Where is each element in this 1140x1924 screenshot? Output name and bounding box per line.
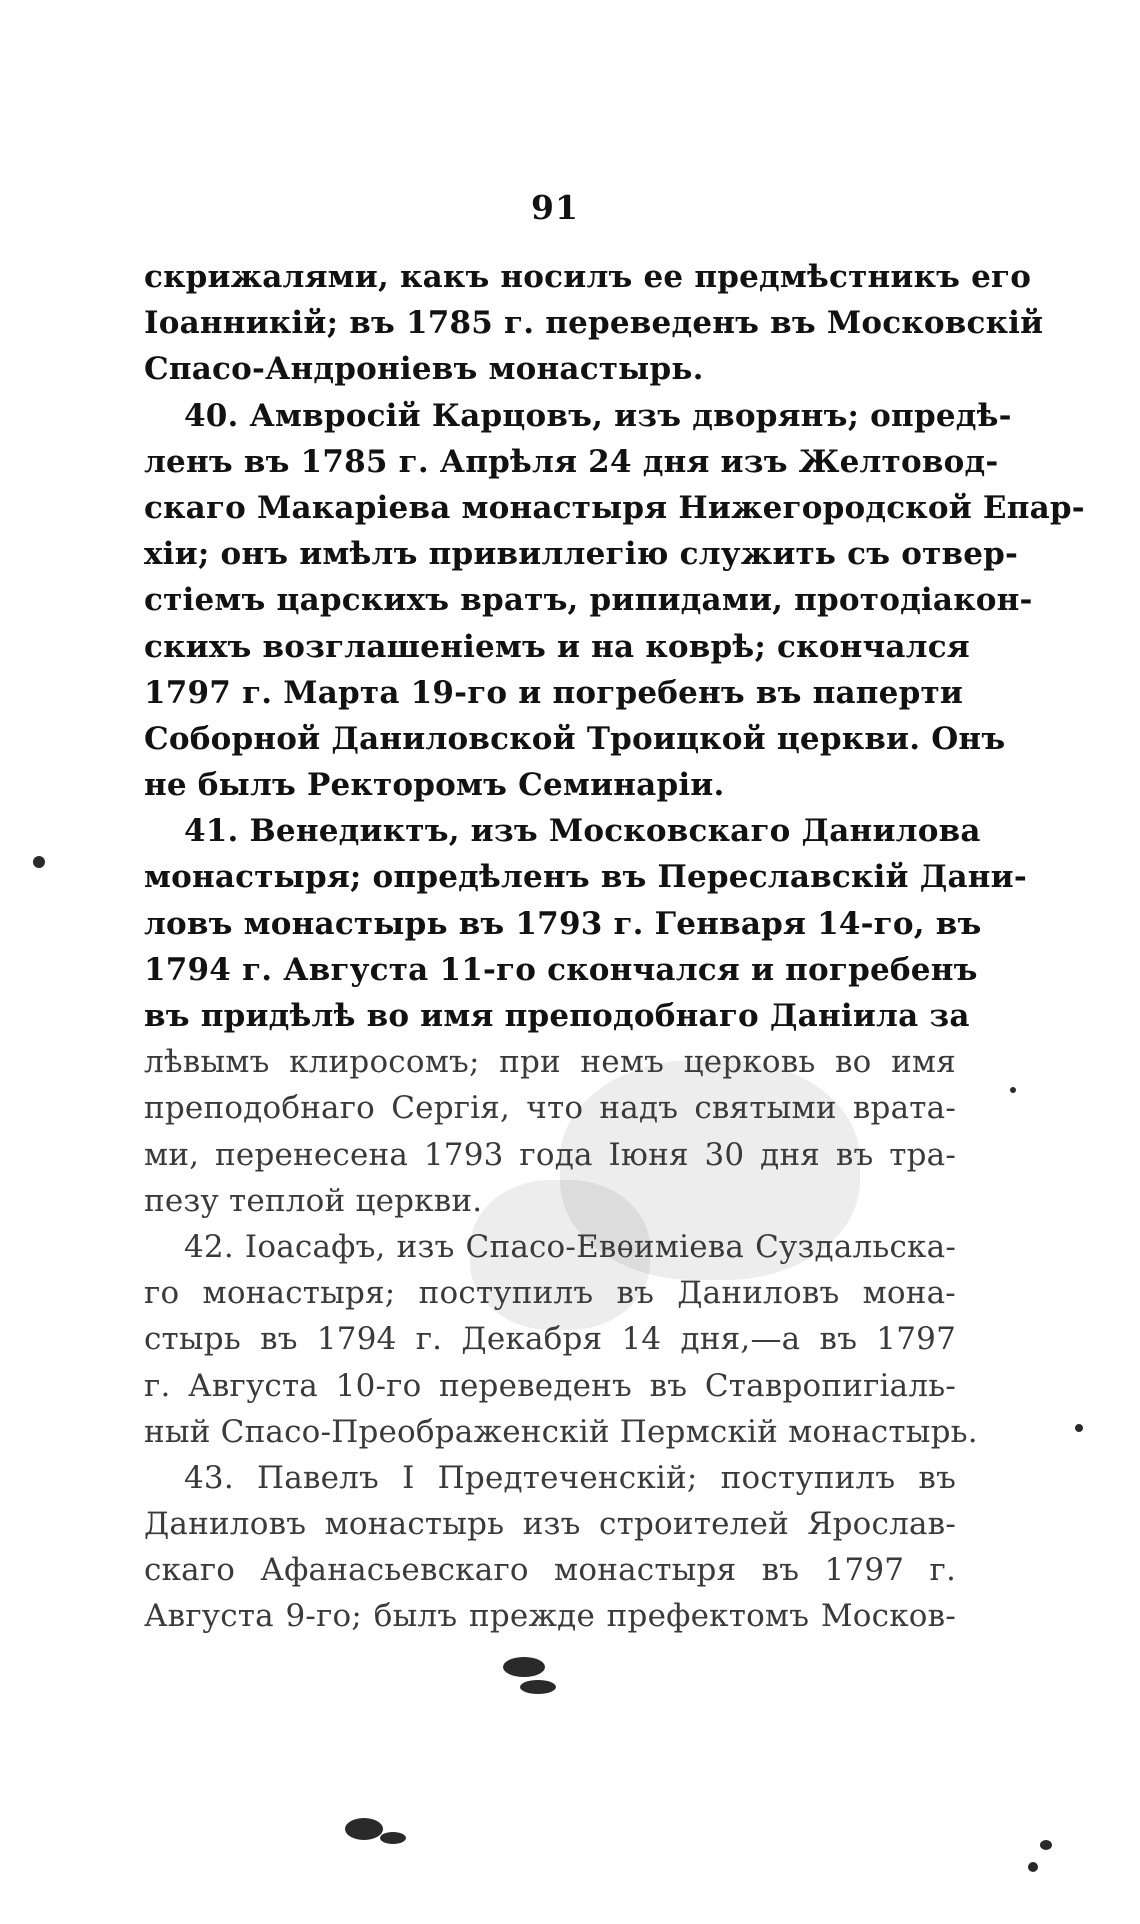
text-line: Іоанникій; въ 1785 г. переведенъ въ Московскій	[144, 305, 1044, 342]
entry-41-heading-line: 41. Венедиктъ, изъ Московскаго Данилова	[184, 813, 981, 850]
text-line: ловъ монастырь въ 1793 г. Генваря 14-го, въ	[144, 905, 982, 942]
text-line: Соборной Даниловской Троицкой церкви. Онъ	[144, 720, 1006, 757]
text-line: скихъ возглашеніемъ и на коврѣ; скончался	[144, 628, 970, 665]
text-line: лѣвымъ клиросомъ; при немъ церковь во имя	[144, 1044, 956, 1081]
ink-blot	[380, 1832, 406, 1844]
entry-43-heading-line: 43. Павелъ I Предтеченскій; поступилъ въ	[184, 1459, 956, 1496]
text-line: ми, перенесена 1793 года Іюня 30 дня въ тра-	[144, 1136, 956, 1173]
entry-42-heading-line: 42. Іоасафъ, изъ Спасо-Евѳиміева Суздальска-	[184, 1228, 956, 1265]
text-line: 1797 г. Марта 19-го и погребенъ въ паперти	[144, 674, 964, 711]
text-line: монастыря; опредѣленъ въ Переславскій Дани-	[144, 859, 1027, 896]
ink-speck	[1040, 1840, 1052, 1850]
text-line: скрижалями, какъ носилъ ее предмѣстникъ его	[144, 259, 1032, 295]
text-line: Даниловъ монастырь изъ строителей Ярослав-	[144, 1506, 956, 1543]
page-number: 91	[531, 188, 579, 227]
text-line: скаго Макаріева монастыря Нижегородской Епар-	[144, 489, 1085, 526]
text-line: Августа 9-го; былъ прежде префектомъ Москов-	[144, 1598, 956, 1635]
text-line: хіи; онъ имѣлъ привиллегію служить съ отвер-	[144, 536, 1019, 573]
ink-speck	[1028, 1862, 1038, 1872]
text-line: пезу теплой церкви.	[144, 1182, 483, 1219]
text-line: го монастыря; поступилъ въ Даниловъ мона-	[144, 1275, 956, 1312]
text-line: скаго Афанасьевскаго монастыря въ 1797 г.	[144, 1552, 956, 1589]
ink-blot	[345, 1818, 383, 1840]
text-line: Спасо-Андроніевъ монастырь.	[144, 351, 704, 388]
text-line: ленъ въ 1785 г. Апрѣля 24 дня изъ Желтовод-	[144, 443, 999, 480]
text-line: не былъ Ректоромъ Семинаріи.	[144, 767, 725, 804]
text-line: 1794 г. Августа 11-го скончался и погребенъ	[144, 951, 978, 988]
text-line: г. Августа 10-го переведенъ въ Ставропигіаль-	[144, 1367, 956, 1404]
ink-blot	[503, 1657, 545, 1677]
text-line: стіемъ царскихъ вратъ, рипидами, протодіакон-	[144, 582, 1033, 619]
text-line: преподобнаго Сергія, что надъ святыми врата-	[144, 1090, 956, 1127]
ink-blot	[520, 1680, 556, 1694]
ink-speck	[33, 856, 45, 868]
text-line: ный Спасо-Преображенскій Пермскій монастырь.	[144, 1413, 978, 1450]
ink-speck	[1075, 1424, 1083, 1432]
body-text	[144, 254, 1085, 1640]
text-line: стырь въ 1794 г. Декабря 14 дня,—а въ 1797	[144, 1321, 956, 1358]
entry-40-heading-line: 40. Амвросій Карцовъ, изъ дворянъ; опредѣ-	[184, 397, 1012, 434]
ink-speck	[1010, 1087, 1016, 1093]
text-line: въ придѣлѣ во имя преподобнаго Даніила за	[144, 998, 970, 1034]
